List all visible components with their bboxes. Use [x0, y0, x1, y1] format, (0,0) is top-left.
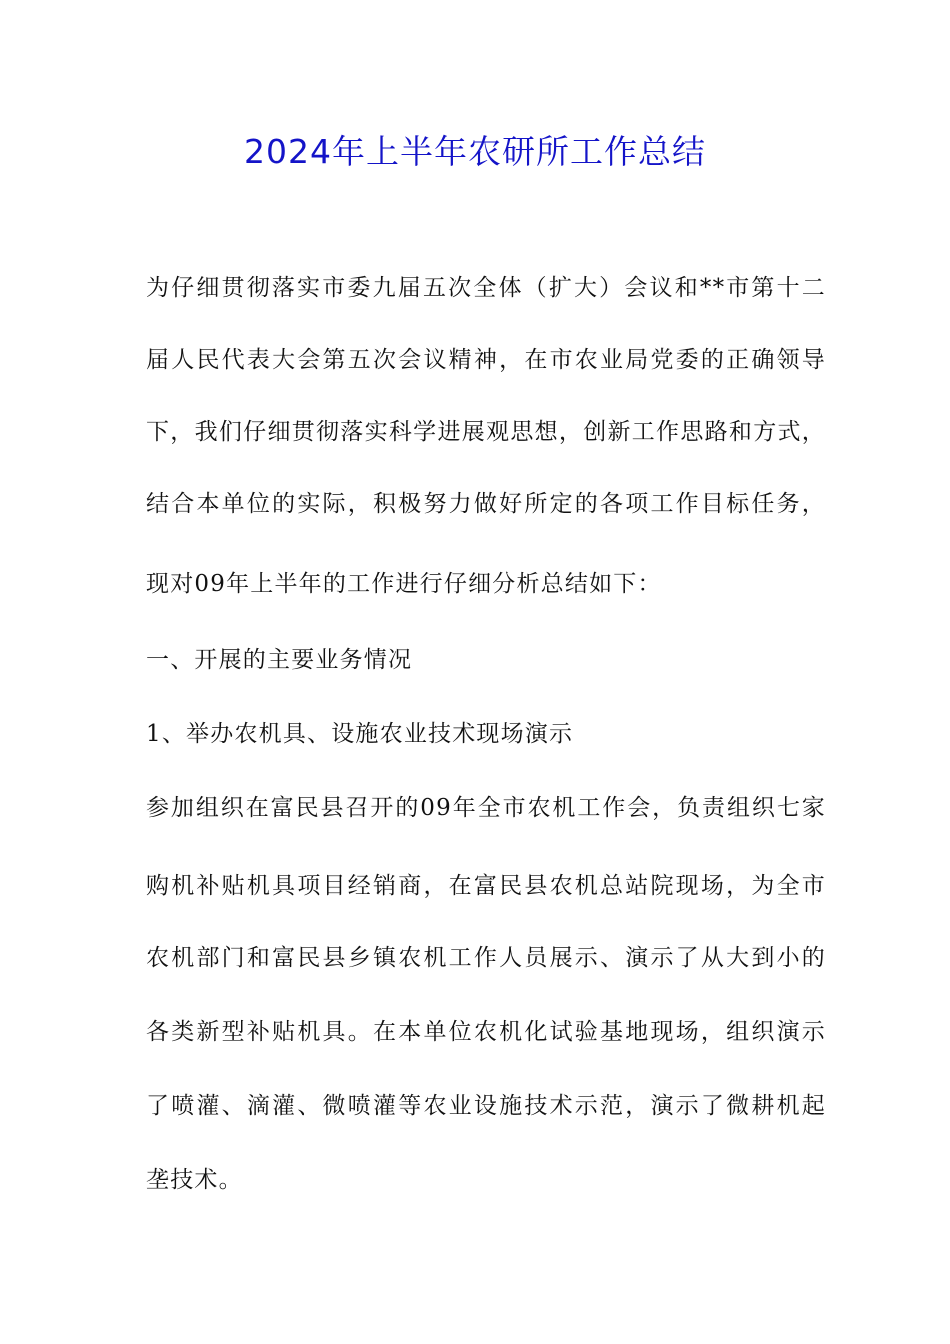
paragraph-line: 结合本单位的实际，积极努力做好所定的各项工作目标任务， — [146, 491, 826, 517]
subsection-heading: 1、举办农机具、设施农业技术现场演示 — [146, 721, 574, 747]
paragraph-line: 购机补贴机具项目经销商，在富民县农机总站院现场，为全市 — [146, 873, 826, 899]
document-title: 2024年上半年农研所工作总结 — [244, 132, 706, 171]
paragraph-line: 届人民代表大会第五次会议精神，在市农业局党委的正确领导 — [146, 347, 826, 373]
section-heading: 一、开展的主要业务情况 — [146, 647, 413, 673]
paragraph-line: 各类新型补贴机具。在本单位农机化试验基地现场，组织演示 — [146, 1019, 826, 1045]
paragraph-line: 现对09年上半年的工作进行仔细分析总结如下： — [146, 571, 662, 597]
paragraph-line: 参加组织在富民县召开的09年全市农机工作会，负责组织七家 — [146, 795, 826, 821]
paragraph-line: 农机部门和富民县乡镇农机工作人员展示、演示了从大到小的 — [146, 945, 826, 971]
paragraph-line: 垄技术。 — [146, 1167, 243, 1193]
paragraph-line: 了喷灌、滴灌、微喷灌等农业设施技术示范，演示了微耕机起 — [146, 1093, 826, 1119]
paragraph-line: 为仔细贯彻落实市委九届五次全体（扩大）会议和**市第十二 — [146, 275, 826, 301]
paragraph-line: 下，我们仔细贯彻落实科学进展观思想，创新工作思路和方式， — [146, 419, 826, 445]
